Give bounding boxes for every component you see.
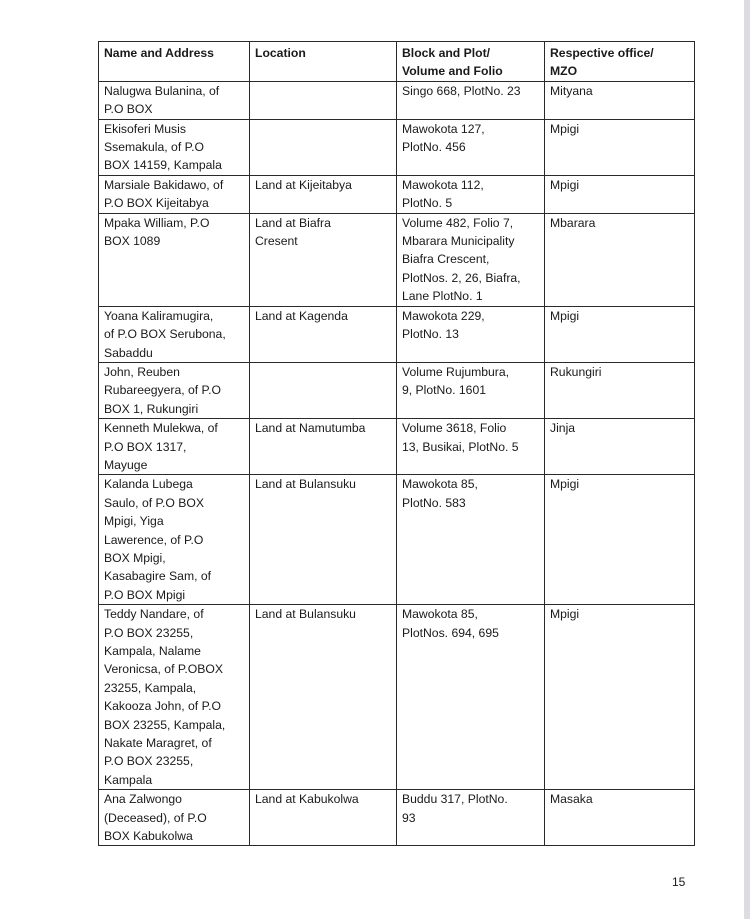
cell-name-and-address: Ana Zalwongo (Deceased), of P.O BOX Kabukolwa	[99, 790, 250, 846]
header-respective-office: Respective office/ MZO	[545, 42, 695, 82]
cell-name-and-address: Yoana Kaliramugira, of P.O BOX Serubona, Sabaddu	[99, 306, 250, 362]
cell-location: Land at Biafra Cresent	[250, 213, 397, 306]
cell-respective-office: Mbarara	[545, 213, 695, 306]
cell-respective-office: Mpigi	[545, 605, 695, 790]
cell-block-and-plot: Mawokota 229, PlotNo. 13	[397, 306, 545, 362]
cell-name-and-address: Kalanda Lubega Saulo, of P.O BOX Mpigi, Yiga Lawerence, of P.O BOX Mpigi, Kasabagire Sam, of P.O BOX Mpigi	[99, 475, 250, 605]
table-row	[99, 81, 695, 119]
cell-respective-office: Masaka	[545, 790, 695, 846]
cell-name-and-address: Teddy Nandare, of P.O BOX 23255, Kampala, Nalame Veronicsa, of P.OBOX 23255, Kampala, Kakooza John, of P.O BOX 23255, Kampala, Nakate Maragret, of P.O BOX 23255, Kampala	[99, 605, 250, 790]
cell-block-and-plot: Buddu 317, PlotNo. 93	[397, 790, 545, 846]
cell-respective-office: Jinja	[545, 419, 695, 475]
cell-respective-office: Rukungiri	[545, 362, 695, 418]
cell-block-and-plot: Volume 3618, Folio 13, Busikai, PlotNo. 5	[397, 419, 545, 475]
cell-block-and-plot: Mawokota 85, PlotNos. 694, 695	[397, 605, 545, 790]
table-row	[99, 790, 695, 846]
header-location: Location	[250, 42, 397, 82]
header-name-and-address: Name and Address	[99, 42, 250, 82]
cell-block-and-plot: Mawokota 127, PlotNo. 456	[397, 119, 545, 175]
table-header-row	[99, 42, 695, 82]
cell-name-and-address: Ekisoferi Musis Ssemakula, of P.O BOX 14159, Kampala	[99, 119, 250, 175]
page-number: 15	[672, 875, 686, 889]
cell-respective-office: Mpigi	[545, 175, 695, 213]
cell-location: Land at Bulansuku	[250, 475, 397, 605]
cell-respective-office: Mpigi	[545, 306, 695, 362]
table-row	[99, 306, 695, 362]
cell-name-and-address: Marsiale Bakidawo, of P.O BOX Kijeitabya	[99, 175, 250, 213]
cell-name-and-address: Kenneth Mulekwa, of P.O BOX 1317, Mayuge	[99, 419, 250, 475]
cell-block-and-plot: Mawokota 85, PlotNo. 583	[397, 475, 545, 605]
table-row	[99, 475, 695, 605]
cell-block-and-plot: Mawokota 112, PlotNo. 5	[397, 175, 545, 213]
cell-block-and-plot: Singo 668, PlotNo. 23	[397, 81, 545, 119]
cell-location: Land at Kabukolwa	[250, 790, 397, 846]
cell-name-and-address: John, Reuben Rubareegyera, of P.O BOX 1, Rukungiri	[99, 362, 250, 418]
table-row	[99, 175, 695, 213]
cell-location	[250, 81, 397, 119]
table-row	[99, 419, 695, 475]
cell-location: Land at Kijeitabya	[250, 175, 397, 213]
cell-location: Land at Kagenda	[250, 306, 397, 362]
table-row	[99, 362, 695, 418]
cell-block-and-plot: Volume Rujumbura, 9, PlotNo. 1601	[397, 362, 545, 418]
cell-location: Land at Namutumba	[250, 419, 397, 475]
table-row	[99, 605, 695, 790]
page-edge-shadow	[744, 0, 750, 919]
cell-respective-office: Mpigi	[545, 475, 695, 605]
table-row	[99, 213, 695, 306]
cell-respective-office: Mityana	[545, 81, 695, 119]
cell-location	[250, 119, 397, 175]
cell-respective-office: Mpigi	[545, 119, 695, 175]
header-block-and-plot: Block and Plot/ Volume and Folio	[397, 42, 545, 82]
cell-location	[250, 362, 397, 418]
land-records-table	[98, 41, 695, 846]
cell-block-and-plot: Volume 482, Folio 7, Mbarara Municipality Biafra Crescent, PlotNos. 2, 26, Biafra, Lane PlotNo. 1	[397, 213, 545, 306]
cell-name-and-address: Mpaka William, P.O BOX 1089	[99, 213, 250, 306]
table-row	[99, 119, 695, 175]
cell-name-and-address: Nalugwa Bulanina, of P.O BOX	[99, 81, 250, 119]
cell-location: Land at Bulansuku	[250, 605, 397, 790]
